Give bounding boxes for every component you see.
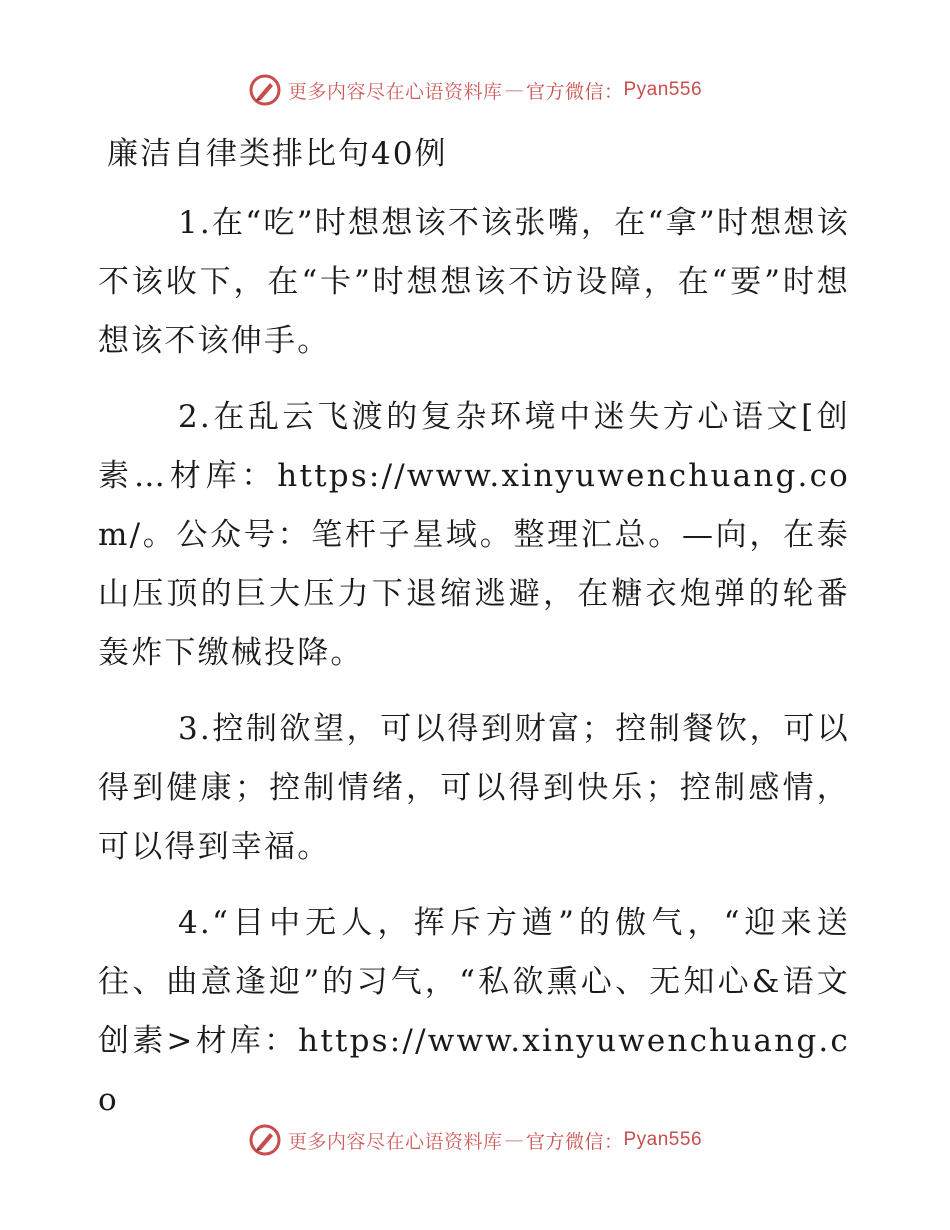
paragraph-4: 4.“目中无人，挥斥方遒”的傲气，“迎来送往、曲意逢迎”的习气，“私欲熏心、无知心&语文创素>材库：https://www.xinyuwenchuang.co (98, 905, 850, 1118)
banner-wechat-handle: Pyan556 (623, 79, 703, 100)
banner-wechat-handle: Pyan556 (623, 1129, 703, 1150)
paragraph-3: 3.控制欲望，可以得到财富；控制餐饮，可以得到健康；控制情绪，可以得到快乐；控制感情，可以得到幸福。 (98, 711, 850, 865)
header-banner (0, 70, 950, 110)
document-title: 廉洁自律类排比句40例 (107, 136, 448, 172)
banner-wechat-label: 官方微信： (525, 1130, 624, 1153)
banner-dash: — (504, 1129, 524, 1151)
brush-pen-logo-icon (248, 1123, 282, 1157)
document-body (98, 194, 850, 1147)
brush-pen-logo-icon (248, 73, 282, 107)
footer-banner (0, 1120, 950, 1160)
paragraph-2: 2.在乱云飞渡的复杂环境中迷失方心语文[创素…材库：https://www.xinyuwenchuang.com/。公众号：笔杆子星域。整理汇总。—向，在泰山压顶的巨大压力下退缩逃避，在糖衣炮弹的轮番轰炸下缴械投降。 (98, 399, 850, 671)
banner-site-text: 更多内容尽在心语资料库 (287, 1130, 503, 1153)
paragraph-1: 1.在“吃”时想想该不该张嘴，在“拿”时想想该不该收下，在“卡”时想想该不访设障，在“要”时想想该不该伸手。 (98, 205, 850, 359)
banner-wechat-label: 官方微信： (525, 80, 624, 103)
banner-site-text: 更多内容尽在心语资料库 (287, 80, 503, 103)
banner-dash: — (504, 79, 524, 101)
